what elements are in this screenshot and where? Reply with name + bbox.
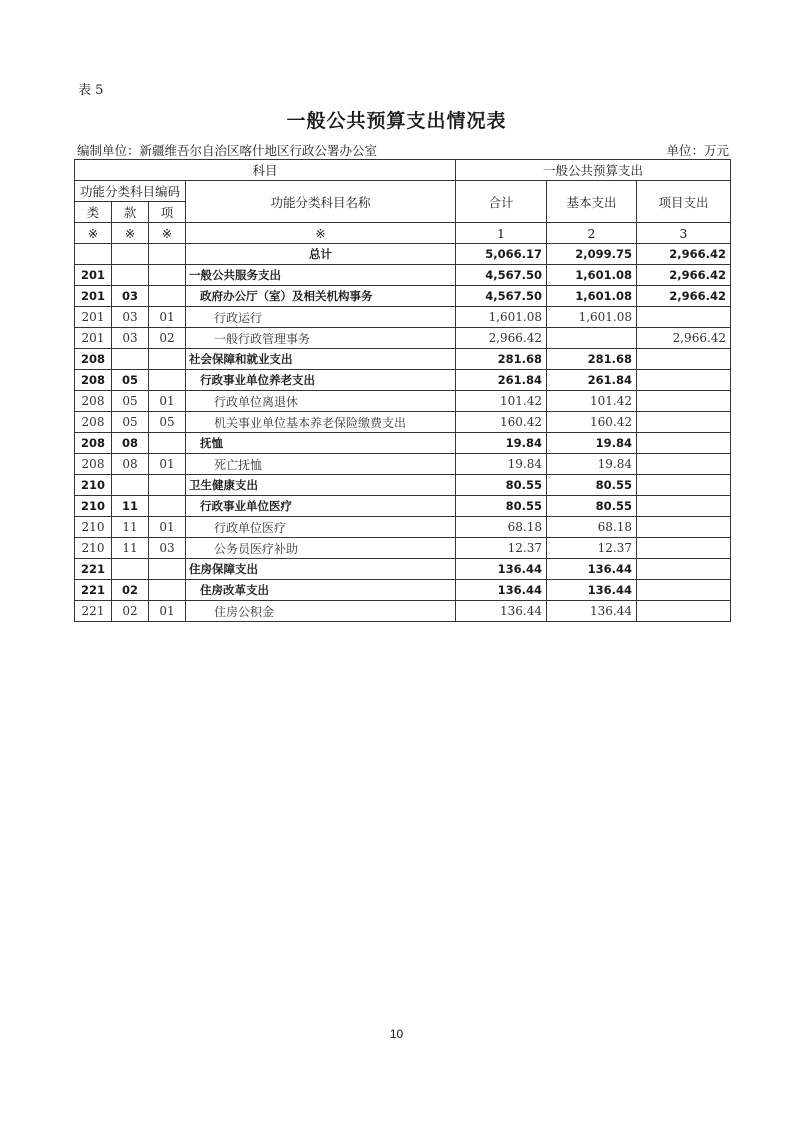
cell-kuan: 11 xyxy=(112,496,149,517)
header-xiang: 项 xyxy=(149,202,186,223)
cell-kuan xyxy=(112,475,149,496)
table-row xyxy=(75,517,731,538)
table-row xyxy=(75,391,731,412)
header-lei: 类 xyxy=(75,202,112,223)
cell-basic: 80.55 xyxy=(547,475,637,496)
cell-project xyxy=(637,454,731,475)
cell-kuan: 03 xyxy=(112,286,149,307)
cell-name: 政府办公厅（室）及相关机构事务 xyxy=(186,286,456,307)
col-number-3: 3 xyxy=(637,223,731,244)
cell-lei: 210 xyxy=(75,475,112,496)
cell-kuan: 05 xyxy=(112,370,149,391)
cell-name: 卫生健康支出 xyxy=(186,475,456,496)
table-row xyxy=(75,538,731,559)
header-project: 项目支出 xyxy=(637,181,731,223)
cell-basic: 19.84 xyxy=(547,433,637,454)
cell-lei: 208 xyxy=(75,370,112,391)
cell-project xyxy=(637,517,731,538)
cell-name: 公务员医疗补助 xyxy=(186,538,456,559)
cell-lei: 210 xyxy=(75,496,112,517)
cell-name: 机关事业单位基本养老保险缴费支出 xyxy=(186,412,456,433)
cell-kuan: 02 xyxy=(112,580,149,601)
cell-project xyxy=(637,433,731,454)
cell-basic: 101.42 xyxy=(547,391,637,412)
cell-kuan: 11 xyxy=(112,538,149,559)
cell-total: 19.84 xyxy=(456,433,547,454)
table-row xyxy=(75,349,731,370)
cell-project xyxy=(637,370,731,391)
cell-kuan: 03 xyxy=(112,307,149,328)
cell-name: 社会保障和就业支出 xyxy=(186,349,456,370)
cell-lei: 201 xyxy=(75,307,112,328)
table-row xyxy=(75,412,731,433)
cell-basic: 2,099.75 xyxy=(547,244,637,265)
header-total: 合计 xyxy=(456,181,547,223)
cell-lei: 201 xyxy=(75,328,112,349)
cell-xiang xyxy=(149,433,186,454)
cell-kuan: 05 xyxy=(112,412,149,433)
table-row xyxy=(75,433,731,454)
cell-basic xyxy=(547,328,637,349)
cell-xiang xyxy=(149,496,186,517)
cell-total: 1,601.08 xyxy=(456,307,547,328)
currency-unit: 单位：万元 xyxy=(666,143,729,158)
cell-basic: 281.68 xyxy=(547,349,637,370)
cell-total: 261.84 xyxy=(456,370,547,391)
cell-xiang: 02 xyxy=(149,328,186,349)
cell-name: 一般行政管理事务 xyxy=(186,328,456,349)
cell-xiang: 05 xyxy=(149,412,186,433)
cell-lei: 221 xyxy=(75,601,112,622)
cell-project xyxy=(637,580,731,601)
table-row xyxy=(75,286,731,307)
table-row xyxy=(75,580,731,601)
cell-total: 12.37 xyxy=(456,538,547,559)
cell-kuan: 08 xyxy=(112,454,149,475)
cell-name: 住房公积金 xyxy=(186,601,456,622)
cell-basic: 136.44 xyxy=(547,601,637,622)
table-row xyxy=(75,601,731,622)
table-row xyxy=(75,454,731,475)
cell-kuan xyxy=(112,244,149,265)
cell-total: 4,567.50 xyxy=(456,286,547,307)
cell-name: 行政运行 xyxy=(186,307,456,328)
cell-total: 160.42 xyxy=(456,412,547,433)
cell-total: 2,966.42 xyxy=(456,328,547,349)
header-subject: 科目 xyxy=(75,160,456,181)
cell-project xyxy=(637,496,731,517)
cell-xiang: 01 xyxy=(149,307,186,328)
header-row-1 xyxy=(75,160,731,181)
cell-name: 死亡抚恤 xyxy=(186,454,456,475)
cell-total: 68.18 xyxy=(456,517,547,538)
col-number-1: 1 xyxy=(456,223,547,244)
cell-xiang xyxy=(149,349,186,370)
cell-lei: 221 xyxy=(75,580,112,601)
cell-total: 281.68 xyxy=(456,349,547,370)
cell-lei: 208 xyxy=(75,349,112,370)
cell-kuan: 02 xyxy=(112,601,149,622)
cell-project xyxy=(637,559,731,580)
cell-project xyxy=(637,601,731,622)
cell-lei: 210 xyxy=(75,538,112,559)
cell-basic: 80.55 xyxy=(547,496,637,517)
cell-lei: 221 xyxy=(75,559,112,580)
cell-kuan xyxy=(112,559,149,580)
header-basic: 基本支出 xyxy=(547,181,637,223)
cell-basic: 261.84 xyxy=(547,370,637,391)
cell-lei: 208 xyxy=(75,433,112,454)
cell-basic: 1,601.08 xyxy=(547,307,637,328)
cell-name: 行政事业单位养老支出 xyxy=(186,370,456,391)
mark-lei: ※ xyxy=(75,223,112,244)
cell-name: 总计 xyxy=(186,244,456,265)
cell-xiang: 01 xyxy=(149,391,186,412)
table-row xyxy=(75,265,731,286)
cell-project xyxy=(637,349,731,370)
cell-name: 行政单位离退休 xyxy=(186,391,456,412)
cell-project xyxy=(637,538,731,559)
cell-name: 一般公共服务支出 xyxy=(186,265,456,286)
cell-xiang xyxy=(149,475,186,496)
table-row xyxy=(75,475,731,496)
col-number-2: 2 xyxy=(547,223,637,244)
cell-xiang xyxy=(149,559,186,580)
cell-project: 2,966.42 xyxy=(637,328,731,349)
table-row xyxy=(75,244,731,265)
cell-total: 19.84 xyxy=(456,454,547,475)
cell-project: 2,966.42 xyxy=(637,265,731,286)
cell-xiang: 01 xyxy=(149,517,186,538)
table-row xyxy=(75,496,731,517)
mark-name: ※ xyxy=(186,223,456,244)
cell-name: 住房保障支出 xyxy=(186,559,456,580)
cell-project xyxy=(637,475,731,496)
cell-name: 抚恤 xyxy=(186,433,456,454)
cell-total: 136.44 xyxy=(456,559,547,580)
cell-xiang: 03 xyxy=(149,538,186,559)
budget-table xyxy=(74,159,731,622)
cell-name: 行政事业单位医疗 xyxy=(186,496,456,517)
cell-xiang xyxy=(149,580,186,601)
cell-lei: 210 xyxy=(75,517,112,538)
cell-kuan xyxy=(112,349,149,370)
cell-basic: 160.42 xyxy=(547,412,637,433)
cell-lei: 201 xyxy=(75,265,112,286)
cell-lei: 208 xyxy=(75,412,112,433)
cell-kuan: 03 xyxy=(112,328,149,349)
cell-basic: 1,601.08 xyxy=(547,265,637,286)
cell-project xyxy=(637,412,731,433)
cell-total: 4,567.50 xyxy=(456,265,547,286)
mark-xiang: ※ xyxy=(149,223,186,244)
cell-xiang xyxy=(149,286,186,307)
cell-lei: 201 xyxy=(75,286,112,307)
cell-total: 80.55 xyxy=(456,496,547,517)
cell-basic: 68.18 xyxy=(547,517,637,538)
cell-xiang: 01 xyxy=(149,601,186,622)
cell-project xyxy=(637,391,731,412)
cell-name: 住房改革支出 xyxy=(186,580,456,601)
cell-basic: 136.44 xyxy=(547,559,637,580)
cell-kuan: 11 xyxy=(112,517,149,538)
cell-basic: 1,601.08 xyxy=(547,286,637,307)
cell-total: 136.44 xyxy=(456,601,547,622)
cell-total: 101.42 xyxy=(456,391,547,412)
cell-project: 2,966.42 xyxy=(637,286,731,307)
cell-lei: 208 xyxy=(75,454,112,475)
cell-kuan xyxy=(112,265,149,286)
cell-name: 行政单位医疗 xyxy=(186,517,456,538)
cell-lei: 208 xyxy=(75,391,112,412)
cell-project xyxy=(637,307,731,328)
table-row xyxy=(75,307,731,328)
mark-kuan: ※ xyxy=(112,223,149,244)
cell-xiang xyxy=(149,265,186,286)
page-title: 一般公共预算支出情况表 xyxy=(286,110,507,132)
cell-total: 80.55 xyxy=(456,475,547,496)
table-row xyxy=(75,328,731,349)
cell-xiang xyxy=(149,370,186,391)
cell-kuan: 05 xyxy=(112,391,149,412)
header-budget-group: 一般公共预算支出 xyxy=(456,160,731,181)
header-row-4 xyxy=(75,223,731,244)
cell-kuan: 08 xyxy=(112,433,149,454)
page-number: 10 xyxy=(389,1027,404,1041)
cell-total: 5,066.17 xyxy=(456,244,547,265)
header-name: 功能分类科目名称 xyxy=(186,181,456,223)
table-row xyxy=(75,370,731,391)
cell-lei xyxy=(75,244,112,265)
cell-basic: 19.84 xyxy=(547,454,637,475)
cell-basic: 12.37 xyxy=(547,538,637,559)
cell-xiang: 01 xyxy=(149,454,186,475)
cell-xiang xyxy=(149,244,186,265)
table-number: 表 5 xyxy=(78,83,104,98)
table-row xyxy=(75,559,731,580)
header-kuan: 款 xyxy=(112,202,149,223)
cell-project: 2,966.42 xyxy=(637,244,731,265)
compiling-unit: 编制单位：新疆维吾尔自治区喀什地区行政公署办公室 xyxy=(77,143,378,158)
header-row-2 xyxy=(75,181,731,202)
header-code-group: 功能分类科目编码 xyxy=(75,181,186,202)
cell-basic: 136.44 xyxy=(547,580,637,601)
cell-total: 136.44 xyxy=(456,580,547,601)
